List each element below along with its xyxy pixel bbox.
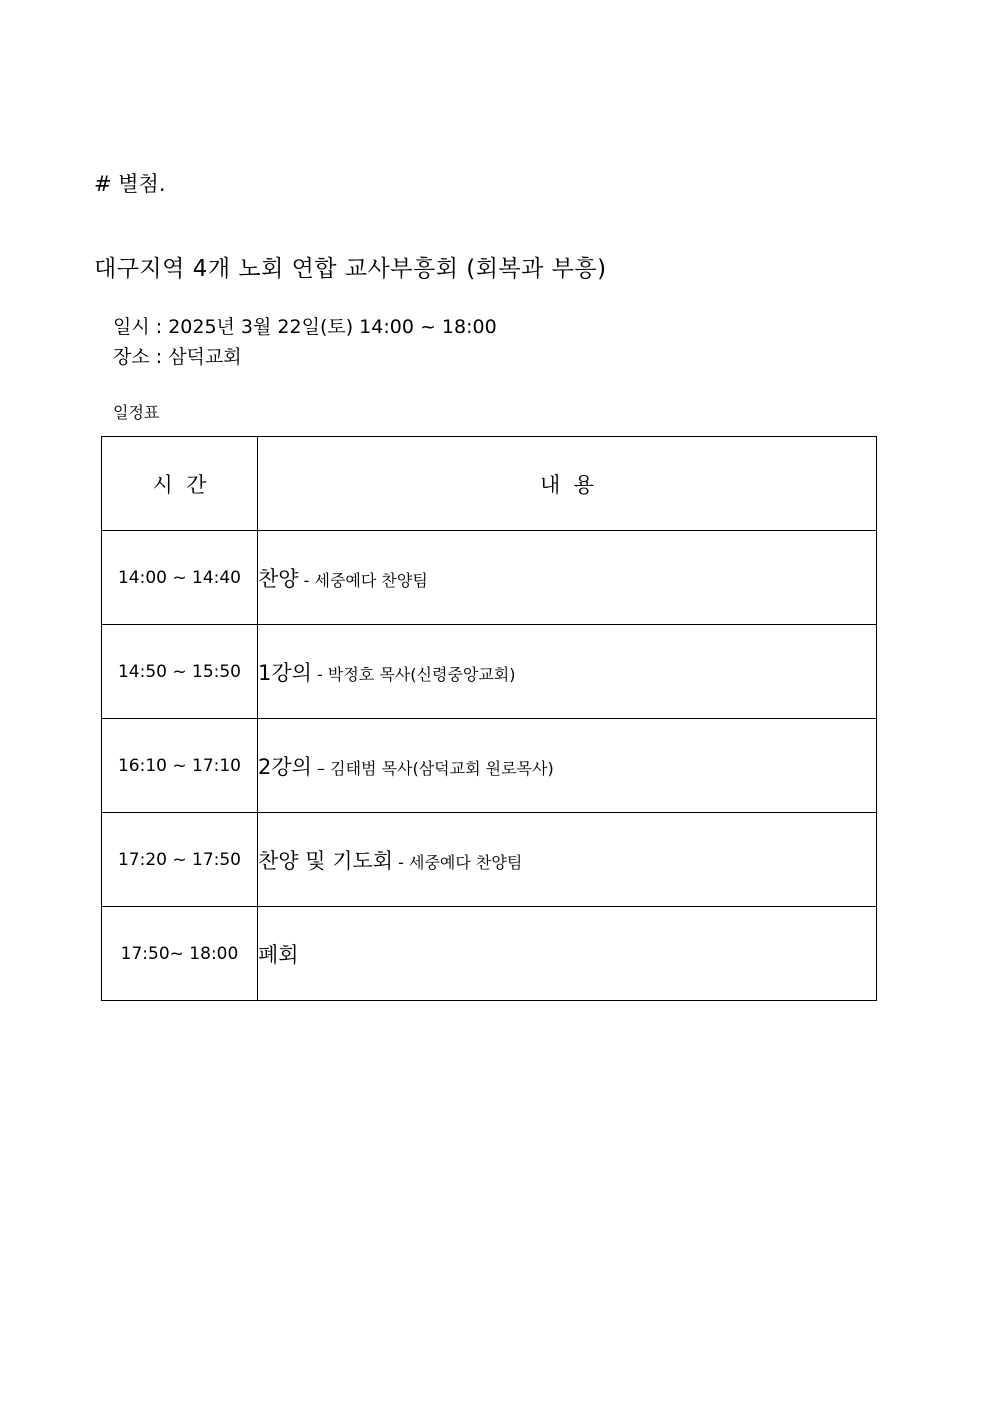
schedule-row — [102, 907, 877, 1001]
content-column-header: 내 용 — [258, 437, 877, 531]
document-title: 대구지역 4개 노회 연합 교사부흥회 (회복과 부흥) — [94, 256, 607, 282]
event-detail: – 김태범 목사(삼덕교회 원로목사) — [311, 758, 554, 778]
event-title: 찬양 — [258, 566, 299, 591]
event-title: 폐회 — [258, 942, 299, 967]
schedule-time: 14:50 ~ 15:50 — [102, 625, 258, 719]
event-detail: - 박정호 목사(신령중앙교회) — [311, 664, 516, 684]
schedule-caption: 일정표 — [113, 403, 160, 422]
schedule-row — [102, 719, 877, 813]
schedule-row — [102, 625, 877, 719]
time-column-header: 시 간 — [102, 437, 258, 531]
schedule-table — [101, 436, 877, 1001]
event-detail: - 세중예다 찬양팀 — [298, 570, 428, 590]
event-date-line: 일시 : 2025년 3월 22일(토) 14:00 ~ 18:00 — [113, 316, 497, 338]
event-title: 2강의 — [258, 754, 312, 779]
event-detail: - 세중예다 찬양팀 — [393, 852, 523, 872]
schedule-content — [258, 531, 877, 625]
schedule-header-row — [102, 437, 877, 531]
schedule-time: 17:50~ 18:00 — [102, 907, 258, 1001]
schedule-time: 16:10 ~ 17:10 — [102, 719, 258, 813]
schedule-time: 14:00 ~ 14:40 — [102, 531, 258, 625]
schedule-content — [258, 907, 877, 1001]
attachment-label: # 별첨. — [94, 172, 166, 196]
schedule-content — [258, 719, 877, 813]
event-place-line: 장소 : 삼덕교회 — [113, 346, 242, 368]
schedule-content — [258, 625, 877, 719]
schedule-row — [102, 531, 877, 625]
schedule-time: 17:20 ~ 17:50 — [102, 813, 258, 907]
event-title: 1강의 — [258, 660, 312, 685]
schedule-content — [258, 813, 877, 907]
event-title: 찬양 및 기도회 — [258, 848, 394, 873]
schedule-row — [102, 813, 877, 907]
